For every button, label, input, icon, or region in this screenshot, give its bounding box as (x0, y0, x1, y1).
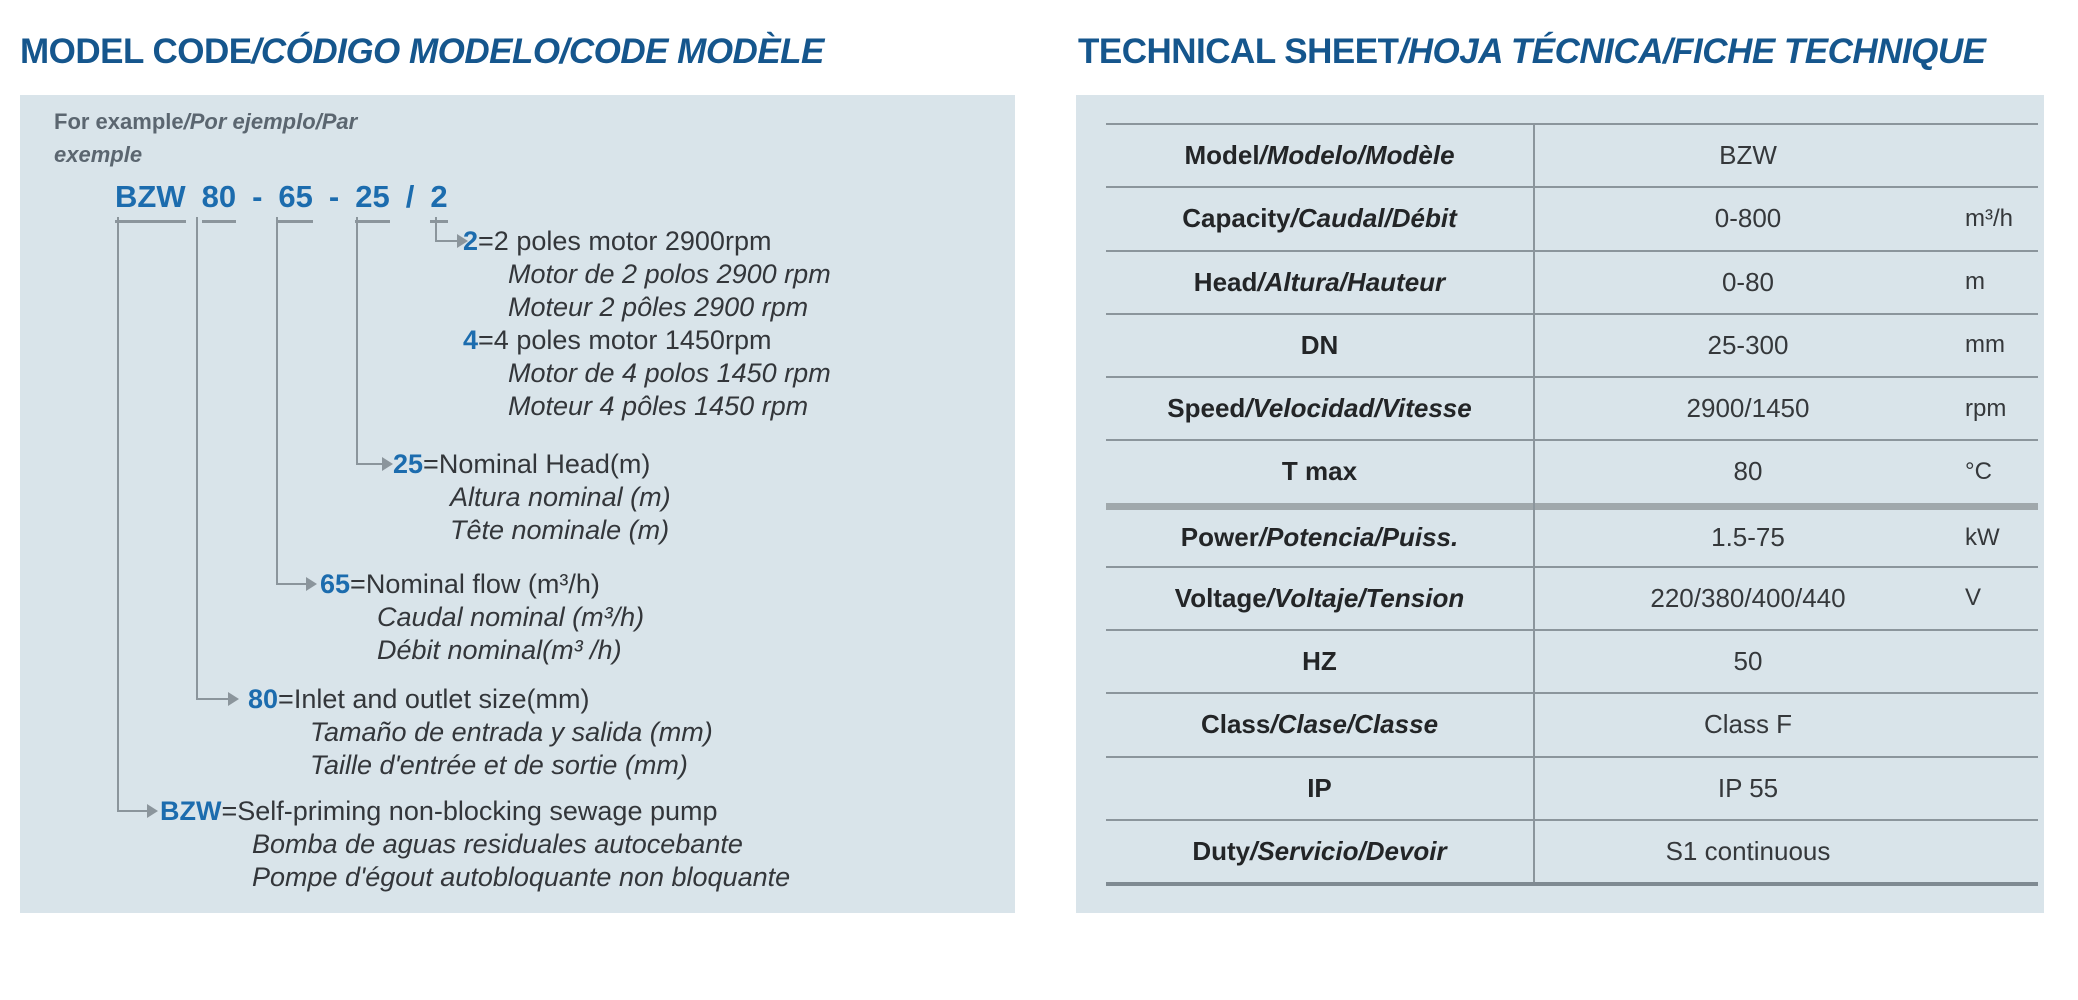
table-row-duty: Duty/Servicio/Devoir S1 continuous (1106, 819, 2038, 882)
branch-size (248, 683, 713, 782)
technical-sheet-title-en: TECHNICAL SHEET (1078, 32, 1399, 71)
cell-unit: m (1965, 268, 1985, 296)
connector-arrow-line-size (196, 698, 228, 700)
branch-poles (463, 225, 831, 423)
branch-poles4-es: Motor de 4 polos 1450 rpm (508, 358, 831, 388)
cell-value: 25-300 (1707, 329, 1789, 360)
code-separator: - (252, 179, 263, 214)
table-row-tmax: T max 80 °C (1106, 439, 2038, 502)
cell-value: 1.5-75 (1711, 522, 1785, 553)
branch-poles4-en: 4=4 poles motor 1450rpm (463, 325, 772, 355)
example-caption-en: For example (54, 109, 184, 134)
branch-poles4-fr: Moteur 4 pôles 1450 rpm (508, 391, 809, 421)
connector-line-poles (435, 217, 437, 242)
table-row-power: Power/Potencia/Puiss. 1.5-75 kW (1106, 503, 2038, 566)
model-code-title-en: MODEL CODE (20, 32, 252, 71)
table-row-capacity: Capacity/Caudal/Débit 0-800 m³/h (1106, 186, 2038, 249)
model-code-string (115, 179, 448, 223)
technical-sheet-panel (1076, 95, 2044, 913)
branch-size-fr: Taille d'entrée et de sortie (mm) (310, 750, 688, 780)
model-code-title (20, 32, 824, 72)
technical-sheet-title-i18n: /HOJA TÉCNICA/FICHE TECHNIQUE (1398, 32, 1986, 71)
branch-size-en: 80=Inlet and outlet size(mm) (248, 684, 590, 714)
branch-model-token: BZW (160, 796, 222, 826)
connector-arrow-line-poles (435, 240, 457, 242)
cell-value: 50 (1733, 646, 1763, 677)
arrow-right-icon (306, 577, 317, 591)
table-row-hz: HZ 50 (1106, 629, 2038, 692)
connector-arrow-line-flow (276, 583, 306, 585)
connector-line-flow (276, 217, 278, 584)
code-token-model: BZW (115, 179, 186, 223)
cell-value: Class F (1703, 709, 1793, 740)
branch-model-es: Bomba de aguas residuales autocebante (252, 829, 743, 859)
branch-head-token: 25 (393, 449, 424, 479)
branch-head-fr: Tête nominale (m) (450, 515, 670, 545)
branch-poles2-fr: Moteur 2 pôles 2900 rpm (508, 292, 809, 322)
model-code-title-i18n: /CÓDIGO MODELO/CODE MODÈLE (251, 32, 824, 71)
table-row-dn: DN 25-300 mm (1106, 313, 2038, 376)
branch-size-token: 80 (248, 684, 279, 714)
branch-head (393, 448, 671, 547)
connector-line-size (196, 217, 198, 699)
cell-value: 2900/1450 (1686, 393, 1810, 424)
branch-poles2-en: 2=2 poles motor 2900rpm (463, 226, 772, 256)
arrow-right-icon (382, 457, 393, 471)
cell-unit: rpm (1965, 394, 2007, 422)
table-row-voltage: Voltage/Voltaje/Tension 220/380/400/440 V (1106, 566, 2038, 629)
cell-unit: mm (1965, 331, 2005, 359)
branch-poles2-token: 2 (463, 226, 479, 256)
code-token-head: 25 (355, 179, 389, 223)
arrow-right-icon (147, 804, 158, 818)
connector-line-head (356, 217, 358, 464)
branch-flow (320, 568, 644, 667)
cell-unit: m³/h (1965, 204, 2013, 232)
technical-sheet-title (1078, 32, 1986, 72)
connector-line-model (117, 217, 119, 811)
model-code-panel (20, 95, 1015, 913)
branch-model-en: BZW=Self-priming non-blocking sewage pump (160, 796, 718, 826)
branch-head-en: 25=Nominal Head(m) (393, 449, 651, 479)
branch-flow-es: Caudal nominal (m³/h) (377, 602, 645, 632)
branch-size-es: Tamaño de entrada y salida (mm) (310, 717, 713, 747)
connector-arrow-line-model (117, 810, 147, 812)
table-row-speed: Speed/Velocidad/Vitesse 2900/1450 rpm (1106, 376, 2038, 439)
cell-value: IP 55 (1717, 772, 1779, 803)
code-token-flow: 65 (278, 179, 312, 223)
table-row-class: Class/Clase/Classe Class F (1106, 692, 2038, 755)
example-caption (54, 105, 357, 171)
branch-poles4-token: 4 (463, 325, 479, 355)
table-row-head: Head/Altura/Hauteur 0-80 m (1106, 250, 2038, 313)
technical-sheet-table (1106, 123, 2038, 886)
branch-poles2-es: Motor de 2 polos 2900 rpm (508, 259, 831, 289)
branch-flow-en: 65=Nominal flow (m³/h) (320, 569, 600, 599)
branch-head-es: Altura nominal (m) (450, 482, 671, 512)
connector-arrow-line-head (356, 463, 382, 465)
table-row-model: Model/Modelo/Modèle BZW (1106, 123, 2038, 186)
code-separator: / (405, 179, 415, 214)
example-caption-line2: exemple (54, 142, 143, 167)
branch-flow-token: 65 (320, 569, 351, 599)
cell-value: 220/380/400/440 (1650, 582, 1846, 613)
table-column-divider (1533, 123, 1535, 882)
cell-value: 0-80 (1721, 266, 1775, 297)
code-token-poles: 2 (430, 179, 447, 223)
cell-value: 80 (1733, 456, 1763, 487)
cell-unit: °C (1965, 457, 1992, 485)
code-token-size: 80 (202, 179, 236, 223)
table-row-ip: IP IP 55 (1106, 756, 2038, 819)
branch-model (160, 795, 790, 894)
cell-unit: kW (1965, 523, 2000, 551)
cell-unit: V (1965, 584, 1982, 612)
code-separator: - (328, 179, 340, 214)
cell-value: BZW (1719, 140, 1777, 171)
branch-flow-fr: Débit nominal(m³ /h) (377, 635, 622, 665)
branch-model-fr: Pompe d'égout autobloquante non bloquante (252, 862, 791, 892)
cell-value: 0-800 (1714, 203, 1782, 234)
cell-value: S1 continuous (1665, 835, 1831, 866)
arrow-right-icon (228, 692, 239, 706)
example-caption-i18n: /Por ejemplo/Par (183, 109, 358, 134)
